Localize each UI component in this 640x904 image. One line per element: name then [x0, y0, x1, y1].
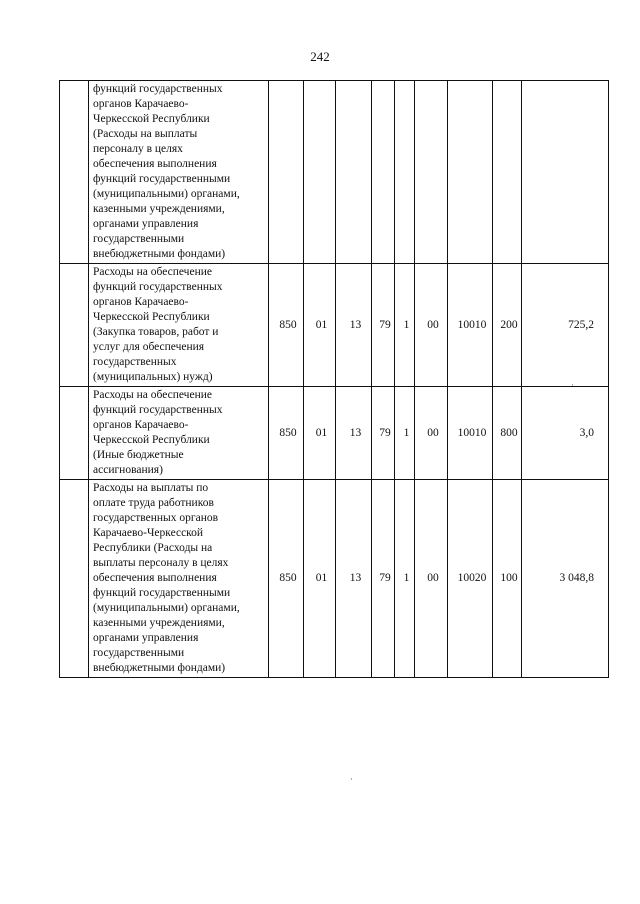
description-cell: Расходы на выплаты по оплате труда работников государственных органов Карачаево-Черкесской Республики (Расходы на выплаты персоналу в целях обеспечения выполнения функций государственными (муниципальными) органами, казенными учреждениями, органами управления государственными внебюджетными фондами): [89, 480, 269, 678]
budget-table: [59, 80, 609, 678]
expense-type-cell: 200: [493, 264, 522, 387]
description-cell: Расходы на обеспечение функций государственных органов Карачаево- Черкесской Республики (Иные бюджетные ассигнования): [89, 387, 269, 480]
section-code-cell: 01: [304, 264, 336, 387]
activity-code-cell: [415, 81, 448, 264]
expense-type-cell: [493, 81, 522, 264]
program-code-cell: 79: [372, 480, 395, 678]
direction-code-cell: [448, 81, 493, 264]
direction-code-cell: 10020: [448, 480, 493, 678]
section-code-cell: 01: [304, 387, 336, 480]
amount-cell: [522, 81, 609, 264]
subprogram-code-cell: 1: [395, 264, 415, 387]
subsection-code-cell: 13: [336, 387, 372, 480]
subsection-code-cell: [336, 81, 372, 264]
row-number-cell: [60, 387, 89, 480]
program-code-cell: 79: [372, 387, 395, 480]
expense-type-cell: 800: [493, 387, 522, 480]
subprogram-code-cell: 1: [395, 387, 415, 480]
row-number-cell: [60, 81, 89, 264]
amount-cell: 3,0: [522, 387, 609, 480]
activity-code-cell: 00: [415, 387, 448, 480]
table-row: [60, 264, 609, 387]
table-row: [60, 81, 609, 264]
direction-code-cell: 10010: [448, 264, 493, 387]
subsection-code-cell: 13: [336, 264, 372, 387]
ministry-code-cell: 850: [269, 480, 304, 678]
ministry-code-cell: 850: [269, 264, 304, 387]
description-cell: Расходы на обеспечение функций государственных органов Карачаево- Черкесской Республики (Закупка товаров, работ и услуг для обеспечения государственных (муниципальных) нужд): [89, 264, 269, 387]
table-body: [60, 81, 609, 678]
amount-cell: 725,2: [522, 264, 609, 387]
subprogram-code-cell: 1: [395, 480, 415, 678]
row-number-cell: [60, 264, 89, 387]
scan-speck: ·: [571, 380, 574, 390]
program-code-cell: 79: [372, 264, 395, 387]
program-code-cell: [372, 81, 395, 264]
section-code-cell: 01: [304, 480, 336, 678]
amount-cell: 3 048,8: [522, 480, 609, 678]
table-row: [60, 480, 609, 678]
row-number-cell: [60, 480, 89, 678]
activity-code-cell: 00: [415, 264, 448, 387]
description-cell: функций государственных органов Карачаево- Черкесской Республики (Расходы на выплаты персоналу в целях обеспечения выполнения функций государственными (муниципальными) органами, казенными учреждениями, органами управления государственными внебюджетными фондами): [89, 81, 269, 264]
ministry-code-cell: [269, 81, 304, 264]
subsection-code-cell: 13: [336, 480, 372, 678]
scan-speck: ·: [350, 774, 353, 784]
activity-code-cell: 00: [415, 480, 448, 678]
direction-code-cell: 10010: [448, 387, 493, 480]
expense-type-cell: 100: [493, 480, 522, 678]
section-code-cell: [304, 81, 336, 264]
table-row: [60, 387, 609, 480]
page-number: 242: [310, 49, 330, 64]
subprogram-code-cell: [395, 81, 415, 264]
ministry-code-cell: 850: [269, 387, 304, 480]
